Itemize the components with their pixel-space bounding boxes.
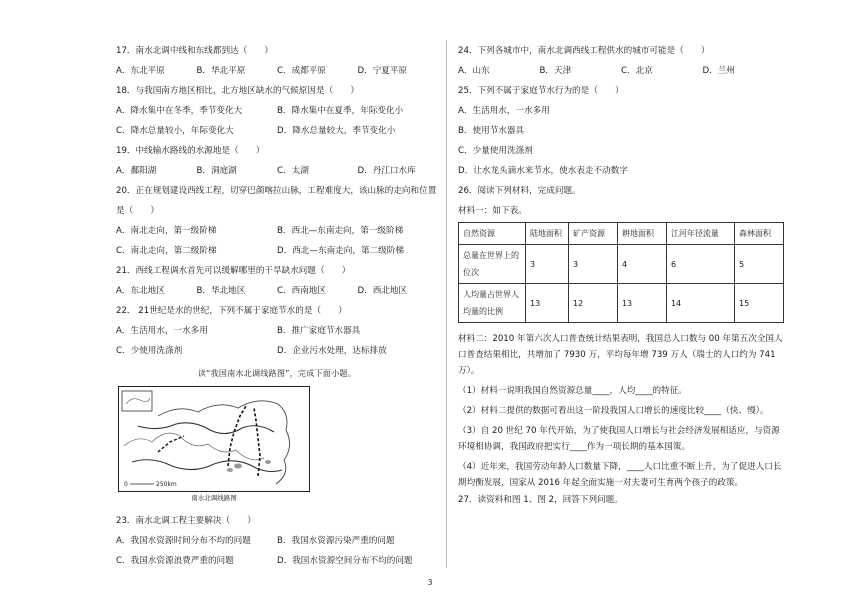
q19-option-a: A．鄱阳湖 — [116, 166, 157, 176]
q21-option-c: C．西南地区 — [277, 286, 326, 296]
q26-material2: 材料二：2010 年第六次人口普查统计结果表明，我国总人口数与 00 年第五次全国人口普查结果相比，共增加了 7930 万，平均每年增 739 万人（瑞士的人口约为 741 万）。 — [458, 334, 783, 376]
q23-options-ab — [116, 536, 438, 556]
q25-option-c: C．少量使用洗涤剂 — [458, 146, 533, 156]
q24-option-c: C．北京 — [621, 66, 653, 76]
q24-option-d: D．兰州 — [702, 66, 735, 76]
q17-option-d: D．宁夏平原 — [357, 66, 408, 76]
table-cell: 总量在世界上的位次 — [459, 245, 526, 284]
q17-stem: 17．南水北调中线和东线都到达（ ） — [116, 46, 274, 56]
q24-stem: 24．下列各城市中，南水北调西线工程供水的城市可能是（ ） — [458, 46, 710, 56]
q22-option-d: D．企业污水处理，达标排放 — [277, 346, 387, 356]
q19-options — [116, 166, 438, 186]
q18-option-c: C．降水总量较小，年际变化大 — [116, 126, 234, 136]
q23-options-cd — [116, 556, 438, 576]
table-cell: 3 — [526, 245, 569, 284]
q18-stem: 18．与我国南方地区相比，北方地区缺水的气候原因是（ ） — [116, 86, 359, 96]
q25-stem: 25．下列不属于家庭节水行为的是（ ） — [458, 86, 624, 96]
table-header-cell: 陆地面积 — [526, 223, 569, 245]
q23-option-c: C．我国水资源浪费严重的问题 — [116, 556, 234, 566]
q21-option-a: A．东北地区 — [116, 286, 165, 296]
table-cell: 5 — [735, 245, 784, 284]
q27-stem: 27．读资料和图 1、图 2，回答下列问题。 — [458, 495, 623, 505]
q25-option-a: A．生活用水，一水多用 — [458, 106, 550, 116]
q19-stem: 19．中线输水路线的水源地是（ ） — [116, 146, 265, 156]
q21-option-d: D．西北地区 — [357, 286, 408, 296]
q18-options-cd — [116, 126, 438, 146]
q21-options — [116, 286, 438, 306]
q26-stem: 26．阅读下列材料，完成问题。 — [458, 186, 581, 196]
table-cell: 15 — [735, 284, 784, 323]
q22-stem: 22． 21世纪是水的世纪，下列不属于家庭节水的是（ ） — [116, 306, 347, 316]
q23-option-d: D．我国水资源空间分布不均的问题 — [277, 556, 413, 566]
table-row — [459, 284, 784, 323]
q18-option-b: B．降水集中在夏季，年际变化小 — [277, 106, 404, 116]
column-divider — [446, 40, 447, 568]
right-column — [458, 46, 784, 515]
table-cell: 3 — [569, 245, 618, 284]
q20-option-d: D．西北—东南走向，第二级阶梯 — [277, 246, 404, 256]
table-header-cell: 森林面积 — [735, 223, 784, 245]
q25-option-b: B．使用节水器具 — [458, 126, 525, 136]
q22-options-ab — [116, 326, 438, 346]
q19-option-d: D．丹江口水库 — [357, 166, 416, 176]
table-header-row — [459, 223, 784, 245]
q17-option-a: A．东北平原 — [116, 66, 165, 76]
q22-options-cd — [116, 346, 438, 366]
q22-option-c: C．少使用洗涤剂 — [116, 346, 183, 356]
q26-sub4: （4）近年来，我国劳动年龄人口数量下降，____人口比重不断上升，为了促进人口长期均衡发展，国家从 2016 年起全面实施一对夫妻可生育两个孩子的政策。 — [458, 462, 782, 488]
q23-option-b: B．我国水资源污染严重的问题 — [277, 536, 395, 546]
q20-stem-line2: 是（ ） — [116, 206, 159, 216]
table-cell: 14 — [666, 284, 734, 323]
q24-option-a: A．山东 — [458, 66, 490, 76]
q20-options-cd — [116, 246, 438, 266]
q26-material1: 材料一：如下表。 — [458, 206, 527, 216]
q23-stem: 23．南水北调工程主要解决（ ） — [116, 516, 256, 526]
map-scale-label: 250km — [156, 481, 177, 488]
q20-option-c: C．南北走向，第二级阶梯 — [116, 246, 217, 256]
q22-option-a: A．生活用水，一水多用 — [116, 326, 208, 336]
q20-option-b: B．西北—东南走向，第一级阶梯 — [277, 226, 404, 236]
q25-option-d: D．让水龙头滴水来节水，使水表走不动数字 — [458, 166, 628, 176]
q17-options — [116, 66, 438, 86]
map-intro: 读“我国南水北调线路图”，完成下面小题。 — [197, 369, 357, 378]
page-number: 3 — [427, 578, 433, 587]
table-cell: 4 — [617, 245, 666, 284]
q24-options — [458, 66, 784, 86]
q17-option-b: B．华北平原 — [196, 66, 246, 76]
resource-table — [458, 222, 784, 323]
table-header-cell: 江河年径流量 — [666, 223, 734, 245]
q20-option-a: A．南北走向，第一级阶梯 — [116, 226, 217, 236]
q21-option-b: B．华北地区 — [196, 286, 246, 296]
q18-option-d: D．降水总量较大，季节变化小 — [277, 126, 396, 136]
q18-option-a: A．降水集中在冬季，季节变化大 — [116, 106, 243, 116]
q17-option-c: C．成都平原 — [277, 66, 326, 76]
q21-stem: 21．西线工程调水首先可以缓解哪里的干旱缺水问题（ ） — [116, 266, 351, 276]
table-cell: 13 — [617, 284, 666, 323]
left-column — [116, 46, 438, 576]
table-header-cell: 耕地面积 — [617, 223, 666, 245]
q26-sub2: （2）材料二提供的数据可看出这一阶段我国人口增长的速度比较____（快、慢）。 — [458, 406, 769, 416]
q26-sub1: （1）材料一说明我国自然资源总量____，人均____的特征。 — [458, 386, 687, 396]
q20-options-ab — [116, 226, 438, 246]
q23-option-a: A．我国水资源时间分布不均的问题 — [116, 536, 251, 546]
q19-option-c: C．太湖 — [277, 166, 309, 176]
south-north-water-diversion-map — [118, 386, 310, 504]
map-caption: 南水北调线路图 — [191, 494, 237, 502]
q24-option-b: B．天津 — [539, 66, 572, 76]
q22-option-b: B．推广家庭节水器具 — [277, 326, 361, 336]
q19-option-b: B．洞庭湖 — [196, 166, 237, 176]
table-header-cell: 矿产资源 — [569, 223, 618, 245]
q18-options-ab — [116, 106, 438, 126]
table-cell: 13 — [526, 284, 569, 323]
q26-sub3: （3）自 20 世纪 70 年代开始，为了使我国人口增长与社会经济发展相适应，与资源环境相协调，我国政府把实行____作为一项长期的基本国策。 — [458, 426, 780, 452]
table-row — [459, 245, 784, 284]
table-header-cell: 自然资源 — [459, 223, 526, 245]
table-cell: 12 — [569, 284, 618, 323]
svg-text:0: 0 — [124, 481, 128, 488]
q20-stem-line1: 20．正在规划建设西线工程，切穿巴颜喀拉山脉，工程难度大，该山脉的走向和位置 — [116, 186, 437, 196]
table-cell: 6 — [666, 245, 734, 284]
table-cell: 人均量占世界人均量的比例 — [459, 284, 526, 323]
